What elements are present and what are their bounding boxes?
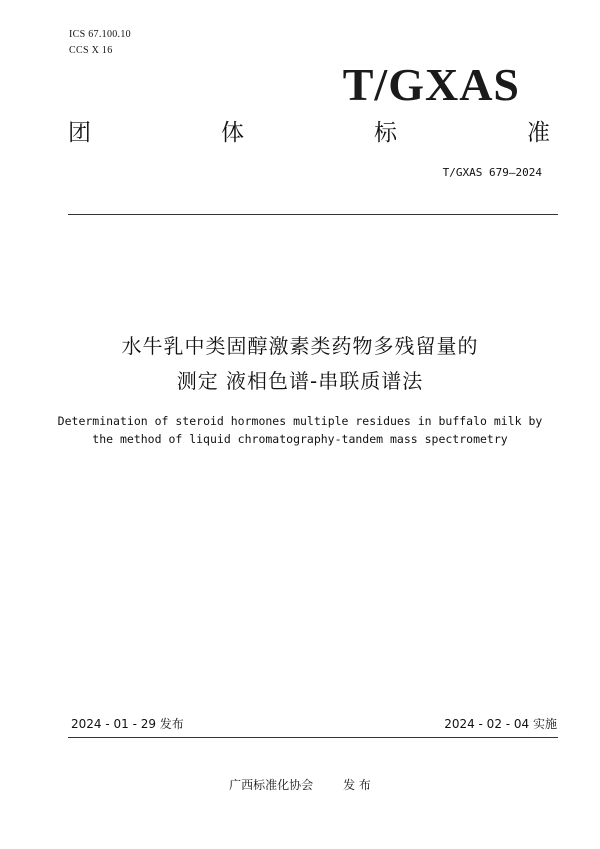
implement-date: 2024 - 02 - 04 实施 [444, 717, 557, 731]
standard-type-char: 团 [68, 120, 91, 146]
ccs-code: CCS X 16 [69, 45, 113, 56]
title-english-line-1: Determination of steroid hormones multiple residues in buffalo milk by [57, 414, 543, 428]
title-chinese-line-2: 测定 液相色谱-串联质谱法 [176, 369, 424, 393]
standard-type-char: 标 [374, 120, 397, 146]
ics-code: ICS 67.100.10 [69, 29, 131, 40]
standard-type-char: 体 [221, 120, 244, 146]
top-divider [68, 214, 558, 215]
standard-logo: T/GXAS [342, 59, 520, 110]
standard-type [68, 114, 550, 147]
standard-type-char: 准 [527, 120, 550, 146]
title-chinese-line-1: 水牛乳中类固醇激素类药物多残留量的 [121, 334, 479, 358]
publisher-line [0, 776, 600, 793]
publish-action: 发 布 [343, 778, 371, 792]
publisher-name: 广西标准化协会 [229, 778, 314, 792]
title-english-line-2: the method of liquid chromatography-tandem mass spectrometry [92, 432, 508, 446]
bottom-divider [68, 737, 558, 738]
publish-date: 2024 - 01 - 29 发布 [71, 717, 184, 731]
standard-number: T/GXAS 679—2024 [442, 166, 542, 179]
